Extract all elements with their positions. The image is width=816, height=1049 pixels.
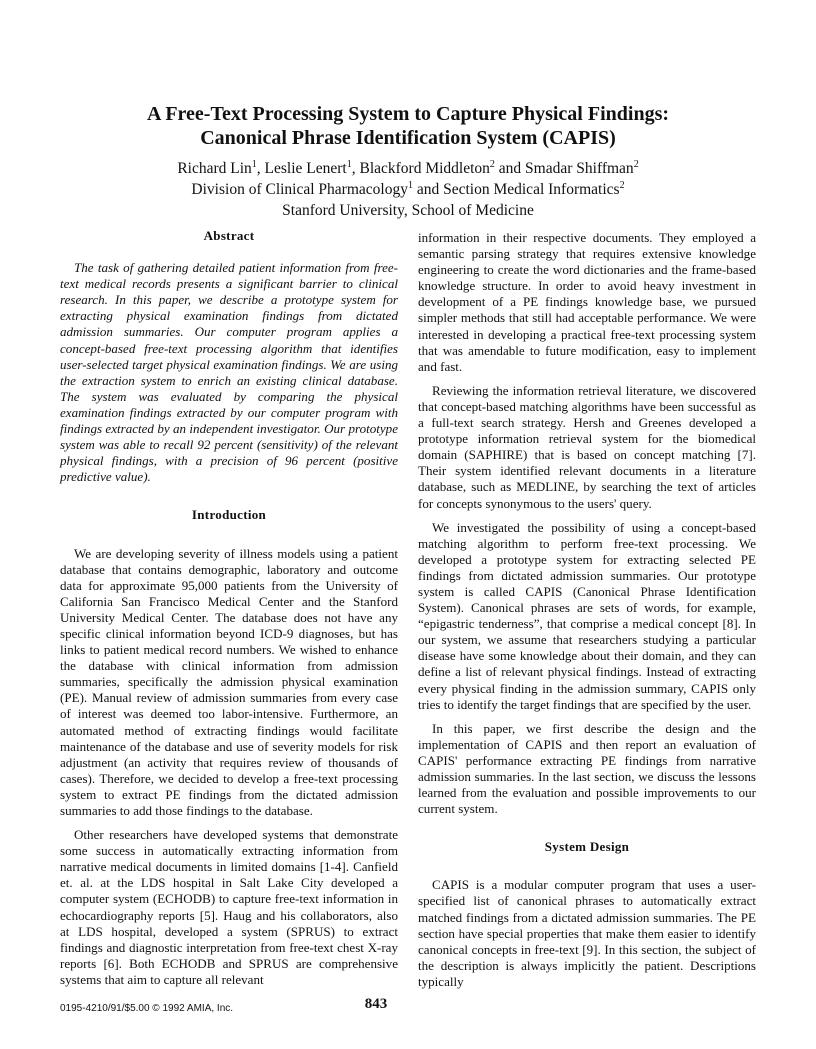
intro-paragraph-5: In this paper, we first describe the design and the implementation of CAPIS and then report an evaluation of CAPIS' performance extracting PE findings from narrative admission summaries. In the last section, we discuss the lessons learned from the evaluation and possible improvements to our current system. (418, 720, 756, 817)
author-3-affiliation: 2 (489, 158, 495, 170)
title-line-2: Canonical Phrase Identification System (CAPIS) (200, 127, 616, 149)
intro-paragraph-1: We are developing severity of illness models using a patient database that contains demographic, laboratory and outcome data for approximate 95,000 patients from the University of California San Francisco Medical Center and the Stanford University Medical Center. The database does not have any specific clinical information beyond ICD-9 diagnoses, but has links to patient medical record numbers. We wished to enhance the database with clinical information from admission summaries, specifically the admission physical examination (PE). Manual review of admission summaries from every case of interest was deemed too labor-intensive. Furthermore, an automated method of extracting findings would facilitate maintenance of the database and use of severity models for risk adjustment (an activity that requires review of thousands of cases). Therefore, we decided to develop a free-text processing system to extract PE findings from the dictated admission summaries to add those findings to the database. (60, 545, 398, 818)
copyright-notice: 0195-4210/91/$5.00 © 1992 AMIA, Inc. (60, 1003, 234, 1014)
author-2: , Leslie Lenert (256, 160, 347, 177)
author-4: and Smadar Shiffman (494, 160, 634, 177)
author-3: , Blackford Middleton (351, 160, 490, 177)
affiliation-1: Division of Clinical Pharmacology (191, 181, 408, 198)
intro-paragraph-2: Other researchers have developed systems that demonstrate some success in automatically extracting information from narrative medical documents in limited domains [1-4]. Canfield et. al. at the LDS hospital in Salt Lake City developed a computer system (ECHODB) to capture free-text information in echocardiography reports [5]. Haug and his collaborators, also at LDS hospital, developed a system (SPRUS) to extract findings and diagnostic interpretation from free-text chest X-ray reports [6]. Both ECHODB and SPRUS are comprehensive systems that aim to capture all relevant (60, 827, 398, 987)
system-design-paragraph-1: CAPIS is a modular computer program that uses a user-specified list of canonical phrases to automatically extract matched findings from a dictated admission summaries. The PE section have special properties that make them easier to identify canonical concepts in free-text [9]. In this section, the subject of the description is always implicitly the patient. Descriptions typically (418, 877, 756, 989)
author-1-affiliation: 1 (251, 158, 257, 170)
intro-paragraph-2-continued: information in their respective documents. They employed a semantic parsing strategy that requires extensive knowledge engineering to create the word dictionaries and the frame-based knowledge structure. In order to avoid heavy investment in development of a PE findings knowledge base, we pursued simpler methods that still had acceptable performance. We were interested in developing a practical free-text processing system that was amendable to future modification, easy to implement and fast. (418, 230, 756, 374)
institution: Stanford University, School of Medicine (282, 202, 534, 219)
abstract-text: The task of gathering detailed patient information from free-text medical records presents a significant barrier to clinical research. In this paper, we describe a prototype system for extracting physical examination findings from dictated admission summaries. Our computer program applies a concept-based free-text processing algorithm that identifies user-selected target physical examination findings. We are using the extraction system to enrich an existing clinical database. The system was evaluated by comparing the physical examination findings extracted by our computer program with findings extracted by an independent investigator. Our prototype system was able to recall 92 percent (sensitivity) of the relevant physical findings, with a precision of 96 percent (positive predictive value). (60, 260, 398, 485)
author-block (40, 158, 776, 221)
title-line-1: A Free-Text Processing System to Capture Physical Findings: (146, 103, 670, 125)
affiliation-2: and Section Medical Informatics (412, 181, 620, 198)
page-number: 843 (364, 996, 388, 1012)
intro-paragraph-3: Reviewing the information retrieval literature, we discovered that concept-based matching algorithms have been successful as a full-text search strategy. Hersh and Greenes developed a prototype information retrieval system for the biomedical domain (SAPHIRE) that is based on concept matching [7]. Their system identified relevant documents in a literature database, such as MEDLINE, by searching the text of articles for concepts synonymous to the users' query. (418, 382, 756, 511)
system-design-heading: System Design (544, 839, 630, 855)
author-1: Richard Lin (177, 160, 252, 177)
intro-paragraph-4: We investigated the possibility of using a concept-based matching algorithm to perform free-text processing. We developed a prototype system for extracting selected PE findings from dictated admission summaries. Our prototype system is called CAPIS (Canonical Phrase Identification System). Canonical phrases are sets of words, for example, “epigastric tenderness”, that comprise a medical concept [8]. In our system, we assume that researchers studying a particular disease have some knowledge about their domain, and they can define a list of relevant physical findings. Instead of extracting every physical finding in the admission summary, CAPIS only tries to identify the target findings that are specified by the user. (418, 519, 756, 712)
affiliation-1-marker: 1 (407, 179, 413, 191)
author-2-affiliation: 1 (346, 158, 352, 170)
author-4-affiliation: 2 (633, 158, 639, 170)
left-column (60, 228, 398, 988)
right-column (418, 230, 756, 990)
affiliation-2-marker: 2 (619, 179, 625, 191)
affiliation-line (40, 179, 776, 200)
paper-title (40, 102, 776, 150)
introduction-heading: Introduction (191, 507, 267, 523)
abstract-heading: Abstract (203, 228, 255, 243)
author-names (40, 158, 776, 179)
